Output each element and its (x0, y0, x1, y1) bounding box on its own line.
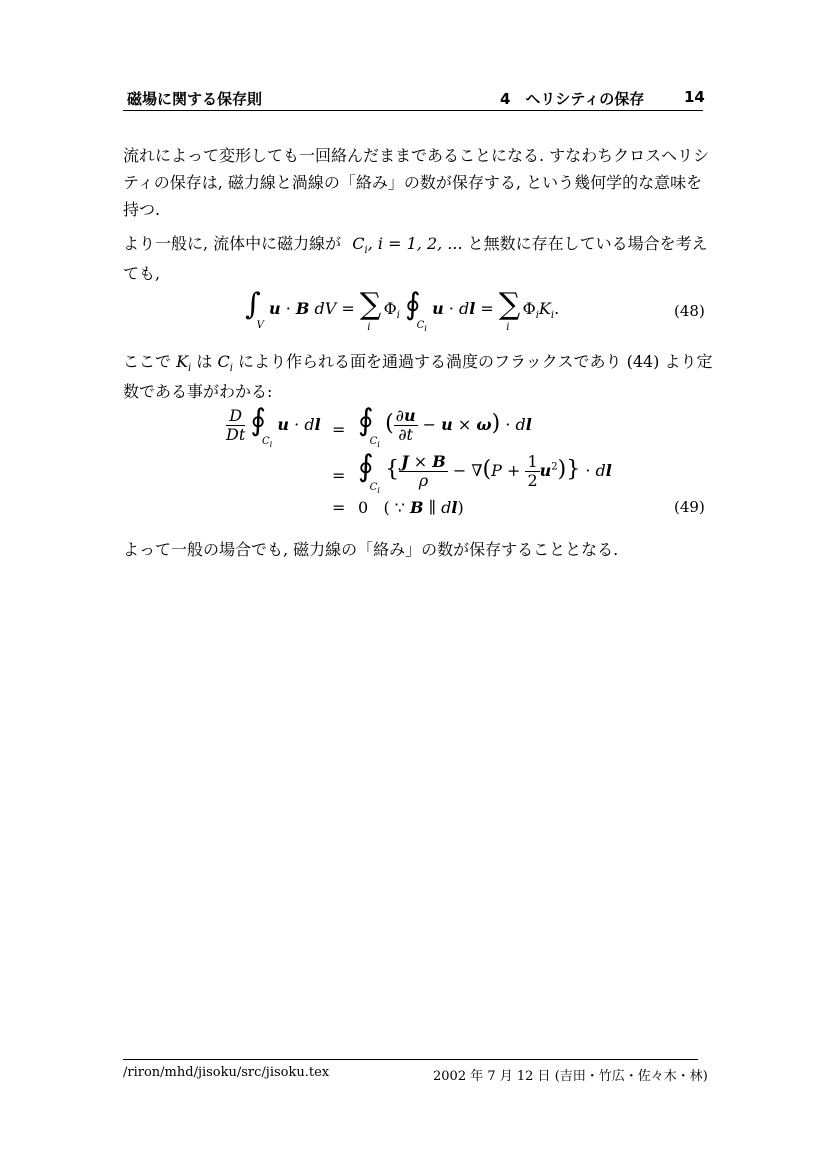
paragraph-2 (123, 230, 708, 287)
math-subscript: i (550, 310, 555, 321)
math-symbol: u (432, 299, 444, 318)
footer-path: /riron/mhd/jisoku/src/jisoku.tex (123, 1065, 330, 1080)
page-number: 14 (684, 88, 705, 106)
math-symbol: B (295, 299, 310, 318)
math-symbol: u (277, 415, 290, 434)
math-text: , i = 1, 2, ... (367, 234, 463, 253)
math-symbol: dV (314, 299, 337, 318)
math-subscript: i (364, 245, 368, 256)
equation-49-row2: $∮_{C_i}$ { $\frac{J \times B}{\rho}$ − ∇(P + $\frac{1}{2}$ $u^2$)} · dl (358, 449, 612, 495)
paragraph-4 (123, 536, 703, 563)
math-subscript: Ci (262, 436, 273, 449)
integral-sign: ∫ (245, 287, 261, 322)
math-subscript: Ci (416, 320, 427, 333)
fraction: $\frac{J \times B}{\rho}$ (401, 452, 446, 490)
equation-48: $\int_V$ u · B dV = $\sum_i$ $\Phi_i$ $∮_{C_i}$ u · dl = $\sum_i$ $\Phi_iK_i$. (245, 287, 560, 333)
text-fragment: より一般に, 流体中に磁力線が (123, 234, 342, 253)
equation-49-row1: $∮_{C_i}$ ( $\frac{\partial u}{\partial t}$ − u × ω) · dl (358, 403, 532, 449)
text-line: よって一般の場合でも, 磁力線の「絡み」の数が保存することとなる. (123, 540, 619, 559)
math-subscript: i (367, 322, 371, 333)
contour-integral-sign: ∮ (405, 287, 421, 322)
text-fragment: と無数に存在している場合を考え (467, 234, 708, 253)
text-line (123, 230, 708, 260)
sum-sign: ∑ (359, 287, 382, 322)
text-line: 流れによって変形しても一回絡んだままであることになる. すなわちクロスヘリシ (123, 146, 710, 165)
inline-math: $C_i$ (217, 352, 233, 374)
text-line: ティの保存は, 磁力線と渦線の「絡み」の数が保存する, という幾何学的な意味を (123, 173, 703, 192)
fraction: $\frac{1}{2}$ (527, 452, 538, 490)
equation-number: (49) (674, 498, 705, 516)
inline-math (352, 234, 463, 256)
equals-sign: = (332, 420, 346, 439)
math-subscript: Ci (369, 482, 380, 495)
text-fragment: により作られる面を通過する渦度のフラックスであり (44) より定 (232, 352, 713, 371)
equals-sign: = (332, 466, 346, 485)
math-symbol: d (458, 299, 470, 318)
footer-rule (123, 1059, 698, 1060)
inline-math: $K_i$ (176, 352, 192, 374)
paragraph-1 (123, 142, 710, 223)
math-subscript: i (396, 310, 400, 321)
math-symbol: C (352, 234, 365, 253)
running-title: 磁場に関する保存則 (127, 90, 263, 108)
math-subscript: Ci (369, 436, 380, 449)
text-fragment: ここで (123, 352, 177, 371)
sum-sign: ∑ (498, 287, 521, 322)
fraction: $\frac{\partial u}{\partial t}$ (395, 406, 416, 444)
contour-integral-sign: ∮ (250, 403, 266, 438)
equation-49-row3: 0 ( ∵ B ∥ dl) (358, 498, 464, 517)
equation-49-lhs: $\frac{D}{Dt}$ $∮_{C_i}$ u · dl (226, 403, 321, 449)
math-symbol: u (268, 299, 281, 318)
contour-integral-sign: ∮ (358, 403, 374, 438)
contour-integral-sign: ∮ (358, 449, 374, 484)
math-symbol: l (469, 299, 476, 318)
text-line: 持つ. (123, 200, 161, 219)
footer-date-authors: 2002 年 7 月 12 日 (吉田・竹広・佐々木・林) (433, 1069, 708, 1084)
math-subscript: i (506, 322, 510, 333)
math-subscript: i (535, 310, 539, 321)
header-rule (123, 110, 703, 111)
math-symbol: K (538, 299, 551, 318)
equals-sign: = (332, 498, 346, 517)
text-line: ても, (123, 264, 161, 283)
math-subscript: V (256, 320, 264, 331)
text-line (123, 348, 713, 378)
text-line: 数である事がわかる: (123, 382, 273, 401)
text-fragment: は (191, 352, 218, 371)
paragraph-3 (123, 348, 713, 405)
section-title: 4 ヘリシティの保存 (500, 90, 645, 108)
fraction: $\frac{D}{Dt}$ (226, 406, 246, 444)
equation-number: (48) (674, 302, 705, 320)
